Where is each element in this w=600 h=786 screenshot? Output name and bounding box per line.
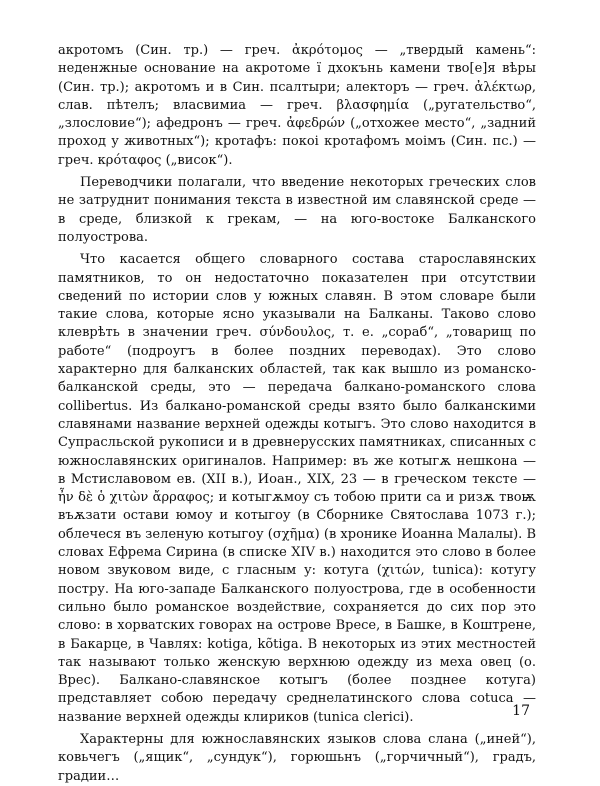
- page-number: 17: [512, 703, 530, 719]
- page-body: [58, 42, 536, 786]
- paragraph-4: Характерны для южнославянских языков слова слана („иней“), ковьчегъ („ящик“, „сундук“), горюшьнъ („горчичный“), градъ, градии…: [58, 731, 536, 784]
- paragraph-1: акротомъ (Син. тр.) — греч. ἀκρότομος — „твердый камень“: неденжные основание на акротоме ї дхокънь камени тво[е]я вѣры (Син. тр.); акротомъ и в Син. псалтыри; алекторъ — греч. ἀλέκτωρ, слав. пѣтелъ; власвимиа — греч. βλασφημία („ругательство“, „злословие“); афедронъ — греч. ἀφεδρών („отхожее место“, „задний проход у животных“); кротафъ: покоі кротафомъ моімъ (Син. пс.) — греч. κρόταφος („висок“).: [58, 43, 536, 168]
- paragraph-3: Что касается общего словарного состава старославянских памятников, то он недостаточно показателен при отсутствии сведений по истории слов у южных славян. В этом словаре были такие слова, которые ясно указывали на Балканы. Таково слово клеврѣть в значении греч. σύνδουλος, т. е. „сораб“, „товарищ по работе“ (подроугъ в более поздних переводах). Это слово характерно для балканских областей, так как вышло из романско-балканской среды, это — передача балкано-романского слова collibertus. Из балкано-романской среды взято было балканскими славянами название верхней одежды котыгъ. Это слово находится в Супрасльской рукописи и в древнерусских памятниках, списанных с южнославянских оригиналов. Например: въ же котыгѫ нешкона — в Мстиславовом ев. (XII в.), Иоан., XIX, 23 — в греческом тексте — ἦν δὲ ὁ χιτὼν ἄρραφος; и котыгѫмоу съ тобою прити са и ризѫ твоѭ въѫзати остави юмоу и котыгоу (в Сборнике Святослава 1073 г.); облечеся въ зеленую котыгоу (σχῆμα) (в хронике Иоанна Малалы). В словах Ефрема Сирина (в списке XIV в.) находится это слово в более новом звуковом виде, с гласным у: котуга (χιτών, tunica): котугу постру. На юго-западе Балканского полуострова, где в особенности сильно было романское воздействие, сохраняется до сих пор это слово: в хорватских говорах на острове Вресе, в Башке, в Коштрене, в Бакарце, в Чавлях: kotiga, kõtiga. В некоторых из этих местностей так называют только женскую верхнюю одежду из меха овец (о. Врес). Балкано-славянское котыгъ (более позднее котуга) представляет собою передачу среднелатинского слова cotuca — название верхней одежды клириков (tunica clerici).: [58, 252, 536, 725]
- paragraph-2: Переводчики полагали, что введение некоторых греческих слов не затруднит понимания текста в известной им славянской среде — в среде, близкой к грекам, — на юго-востоке Балканского полуострова.: [58, 175, 536, 245]
